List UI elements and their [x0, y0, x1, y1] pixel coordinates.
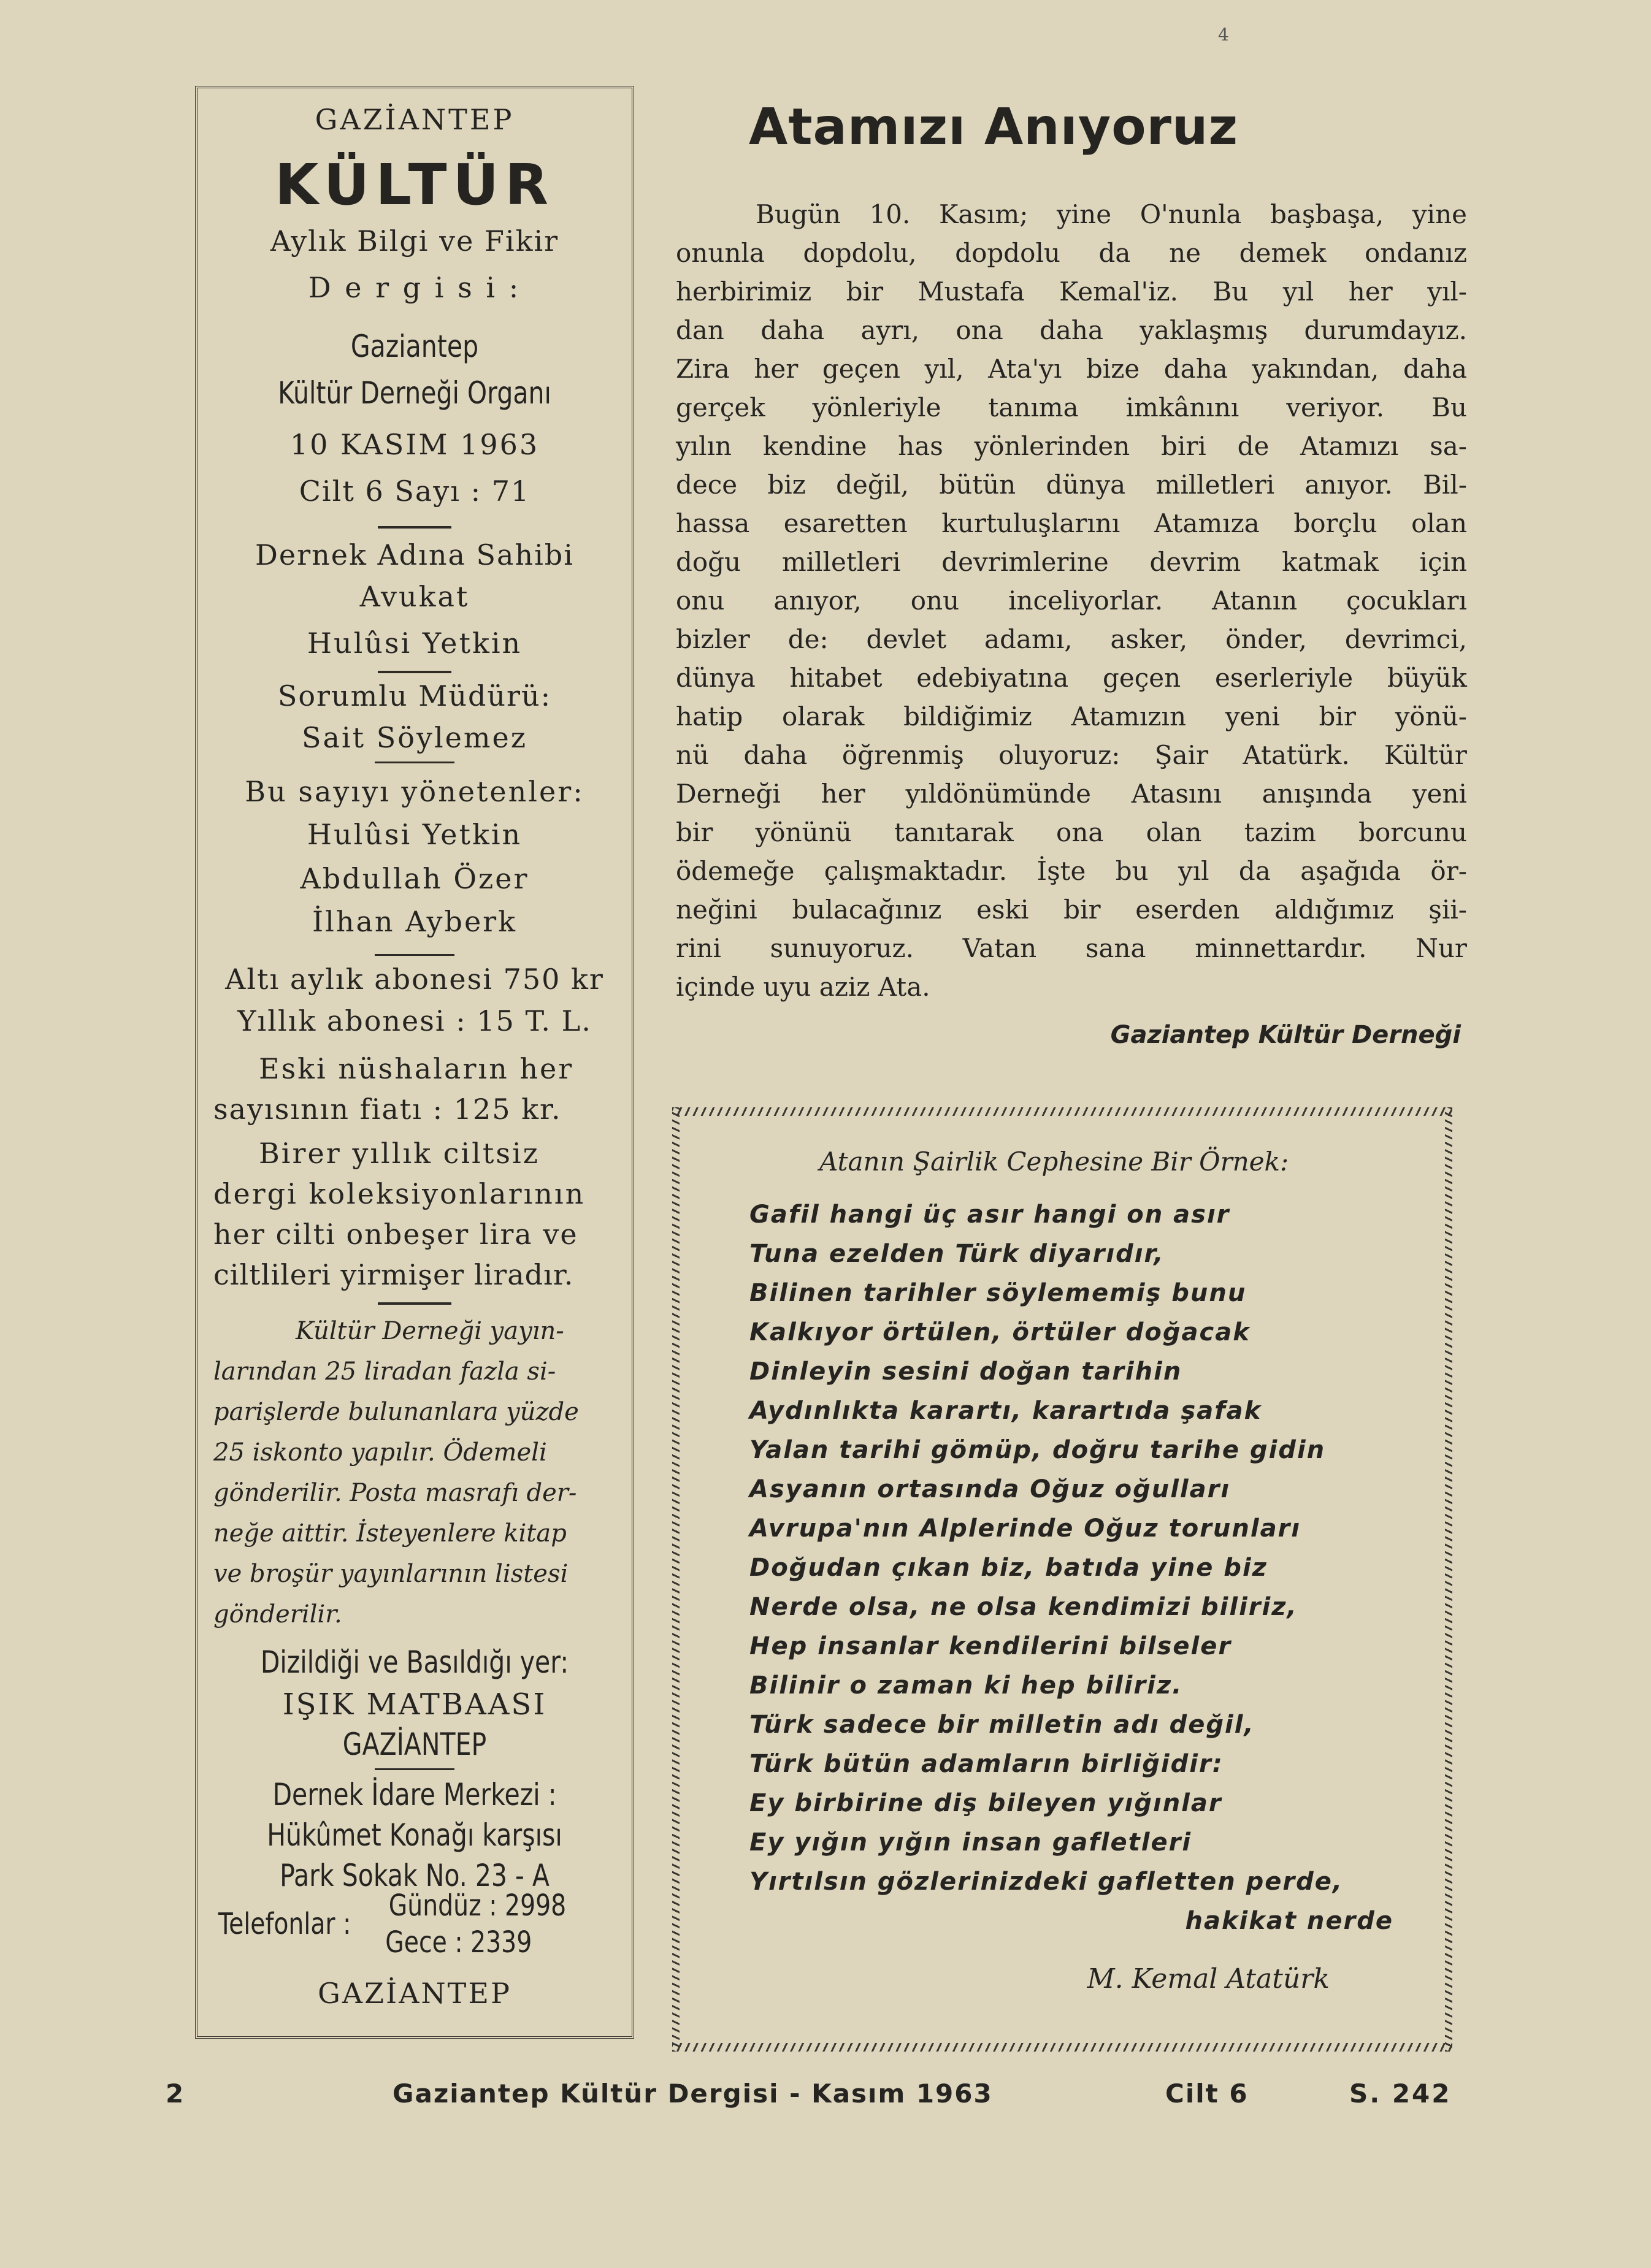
back-issues-line: Eski nüshaların her — [259, 1052, 574, 1085]
subscription-semiannual: Altı aylık abonesi 750 kr — [225, 963, 604, 996]
hatched-border — [672, 1107, 680, 2052]
poem-line: Ey birbirine diş bileyen yığınlar — [749, 1789, 1222, 1817]
poem-line: Asyanın ortasında Oğuz oğulları — [749, 1475, 1231, 1503]
article-line: içinde uyu aziz Ata. — [676, 972, 930, 1002]
divider — [375, 762, 454, 763]
footer-page: S. 242 — [1349, 2079, 1452, 2109]
phones-label: Telefonlar : — [218, 1907, 351, 1941]
owner-title: Avukat — [359, 580, 470, 613]
office-address: Hükûmet Konağı karşısı — [267, 1817, 562, 1853]
notice-line: Kültür Derneği yayın- — [296, 1317, 564, 1345]
phone-night: Gece : 2339 — [385, 1925, 532, 1960]
footer-journal: Gaziantep Kültür Dergisi - Kasım 1963 — [393, 2079, 993, 2109]
masthead-organ-2: Kültür Derneği Organı — [278, 375, 551, 411]
poem-line: Kalkıyor örtülen, örtüler doğacak — [749, 1318, 1251, 1346]
notice-line: neğe aittir. İsteyenlere kitap — [213, 1519, 567, 1548]
notice-line: 25 iskonto yapılır. Ödemeli — [213, 1438, 547, 1467]
poem-line: Ey yığın yığın insan gafletleri — [749, 1828, 1192, 1857]
poem-line: Yırtılsın gözlerinizdeki gafletten perde, — [749, 1868, 1344, 1896]
masthead-logo: KÜLTÜR — [274, 152, 555, 218]
office-address: Park Sokak No. 23 - A — [280, 1858, 550, 1893]
office-label: Dernek İdare Merkezi : — [272, 1777, 557, 1812]
editor-name: Sait Söylemez — [302, 721, 527, 754]
poem-line: Türk sadece bir milletin adı değil, — [749, 1711, 1255, 1739]
poem-line: Doğudan çıkan biz, batıda yine biz — [749, 1554, 1268, 1582]
poem-line: Dinleyin sesini doğan tarihin — [749, 1357, 1182, 1386]
notice-line: gönderilir. Posta masrafı der- — [213, 1479, 577, 1507]
footer-volume: Cilt 6 — [1165, 2079, 1249, 2109]
poem-line: Hep insanlar kendilerini bilseler — [749, 1632, 1232, 1660]
poem-box — [672, 1107, 1452, 2052]
article-line: ödemeğe çalışmaktadır. İşte bu yıl da aşağıda ör- — [676, 856, 1467, 886]
article-line: gerçek yönleriyle tanıma imkânını veriyor. Bu — [676, 392, 1467, 422]
article-line: dan daha ayrı, ona daha yaklaşmış durumdayız. — [676, 315, 1467, 345]
hatched-border — [1445, 1107, 1452, 2052]
article-signature: Gaziantep Kültür Derneği — [1110, 1021, 1461, 1049]
article-line: onu anıyor, onu inceliyorlar. Atanın çocukları — [676, 586, 1467, 616]
poem-line: Yalan tarihi gömüp, doğru tarihe gidin — [749, 1436, 1326, 1464]
masthead-subtitle-2: D e r g i s i : — [308, 271, 521, 304]
article-line: onunla dopdolu, dopdolu da ne demek ondanız — [676, 238, 1467, 268]
notice-line: larından 25 liradan fazla si- — [213, 1357, 556, 1386]
issue-editor: Abdullah Özer — [300, 862, 529, 895]
poem-line: hakikat nerde — [1185, 1907, 1393, 1935]
notice-line: ve broşür yayınlarının listesi — [213, 1560, 569, 1588]
phone-day: Gündüz : 2998 — [388, 1888, 567, 1923]
owner-name: Hulûsi Yetkin — [307, 627, 523, 660]
article-line: bizler de: devlet adamı, asker, önder, devrimci, — [676, 624, 1467, 654]
article-line: rini sunuyoruz. Vatan sana minnettardır. Nur — [676, 933, 1467, 963]
issue-editor: İlhan Ayberk — [312, 905, 518, 938]
article-line: Bugün 10. Kasım; yine O'nunla başbaşa, yine — [756, 199, 1467, 229]
poem-line: Tuna ezelden Türk diyarıdır, — [749, 1240, 1165, 1268]
divider — [375, 1768, 454, 1770]
poem-line: Gafil hangi üç asır hangi on asır — [749, 1201, 1230, 1229]
poem-line: Avrupa'nın Alplerinde Oğuz torunları — [749, 1514, 1301, 1543]
poem-line: Bilinir o zaman ki hep biliriz. — [749, 1671, 1183, 1700]
subscription-annual: Yıllık abonesi : 15 T. L. — [237, 1004, 592, 1037]
divider — [378, 671, 451, 673]
article-title: Atamızı Anıyoruz — [748, 98, 1239, 156]
hatched-border — [672, 2043, 1452, 2052]
article-line: dece biz değil, bütün dünya milletleri anıyor. Bil- — [676, 470, 1467, 500]
issue-editor: Hulûsi Yetkin — [307, 818, 523, 851]
poem-line: Nerde olsa, ne olsa kendimizi biliriz, — [749, 1593, 1298, 1621]
article-line: herbirimiz bir Mustafa Kemal'iz. Bu yıl her yıl- — [676, 277, 1467, 307]
poem-line: Bilinen tarihler söylememiş bunu — [749, 1279, 1247, 1307]
masthead-city: GAZİANTEP — [315, 103, 515, 136]
poem-line: Aydınlıkta karartı, karartıda şafak — [749, 1397, 1262, 1425]
masthead-volume: Cilt 6 Sayı : 71 — [299, 475, 531, 508]
notice-line: gönderilir. — [213, 1600, 342, 1628]
article-line: dünya hitabet edebiyatına geçen eserleriyle büyük — [676, 663, 1467, 693]
masthead-box — [195, 86, 634, 2039]
divider — [378, 526, 451, 529]
owner-label: Dernek Adına Sahibi — [255, 538, 574, 571]
collection-line: dergi koleksiyonlarının — [213, 1177, 586, 1210]
editor-label: Sorumlu Müdürü: — [277, 679, 552, 712]
press-name: IŞIK MATBAASI — [282, 1687, 547, 1722]
press-city: GAZİANTEP — [342, 1727, 487, 1762]
masthead-subtitle: Aylık Bilgi ve Fikir — [270, 224, 559, 258]
page-corner-mark: 4 — [1218, 25, 1229, 45]
notice-line: parişlerde bulunanlara yüzde — [213, 1398, 579, 1426]
article-line: nü daha öğrenmiş oluyoruz: Şair Atatürk. Kültür — [676, 740, 1467, 770]
masthead-bottom-city: GAZİANTEP — [318, 1977, 511, 2010]
article-line: Derneği her yıldönümünde Atasını anışında yeni — [676, 779, 1467, 809]
masthead-organ: Gaziantep — [350, 329, 479, 364]
collection-line: ciltlileri yirmişer liradır. — [213, 1258, 574, 1291]
article-line: bir yönünü tanıtarak ona olan tazim borcunu — [676, 817, 1467, 847]
poem-line: Türk bütün adamların birliğidir: — [749, 1750, 1224, 1778]
back-issues-line: sayısının fiatı : 125 kr. — [213, 1093, 562, 1126]
divider — [378, 1302, 451, 1305]
article-line: yılın kendine has yönlerinden biri de Atamızı sa- — [676, 431, 1467, 461]
poem-heading: Atanın Şairlik Cephesine Bir Örnek: — [819, 1147, 1289, 1177]
article-line: hatip olarak bildiğimiz Atamızın yeni bir yönü- — [676, 701, 1467, 731]
collection-line: her cilti onbeşer lira ve — [213, 1218, 578, 1251]
masthead-date: 10 KASIM 1963 — [289, 428, 540, 461]
collection-line: Birer yıllık ciltsiz — [259, 1137, 540, 1170]
poem-author: M. Kemal Atatürk — [1087, 1963, 1330, 1995]
divider — [375, 954, 454, 956]
issue-editors-label: Bu sayıyı yönetenler: — [245, 775, 584, 808]
article-line: Zira her geçen yıl, Ata'yı bize daha yakından, daha — [676, 354, 1467, 384]
article-line: doğu milletleri devrimlerine devrim katmak için — [676, 547, 1467, 577]
hatched-border — [672, 1107, 1452, 1116]
article-line: neğini bulacağınız eski bir eserden aldığımız şii- — [676, 895, 1467, 925]
page-number: 2 — [166, 2079, 184, 2109]
article-line: hassa esaretten kurtuluşlarını Atamıza borçlu olan — [676, 508, 1467, 538]
printed-label: Dizildiği ve Basıldığı yer: — [260, 1644, 569, 1680]
